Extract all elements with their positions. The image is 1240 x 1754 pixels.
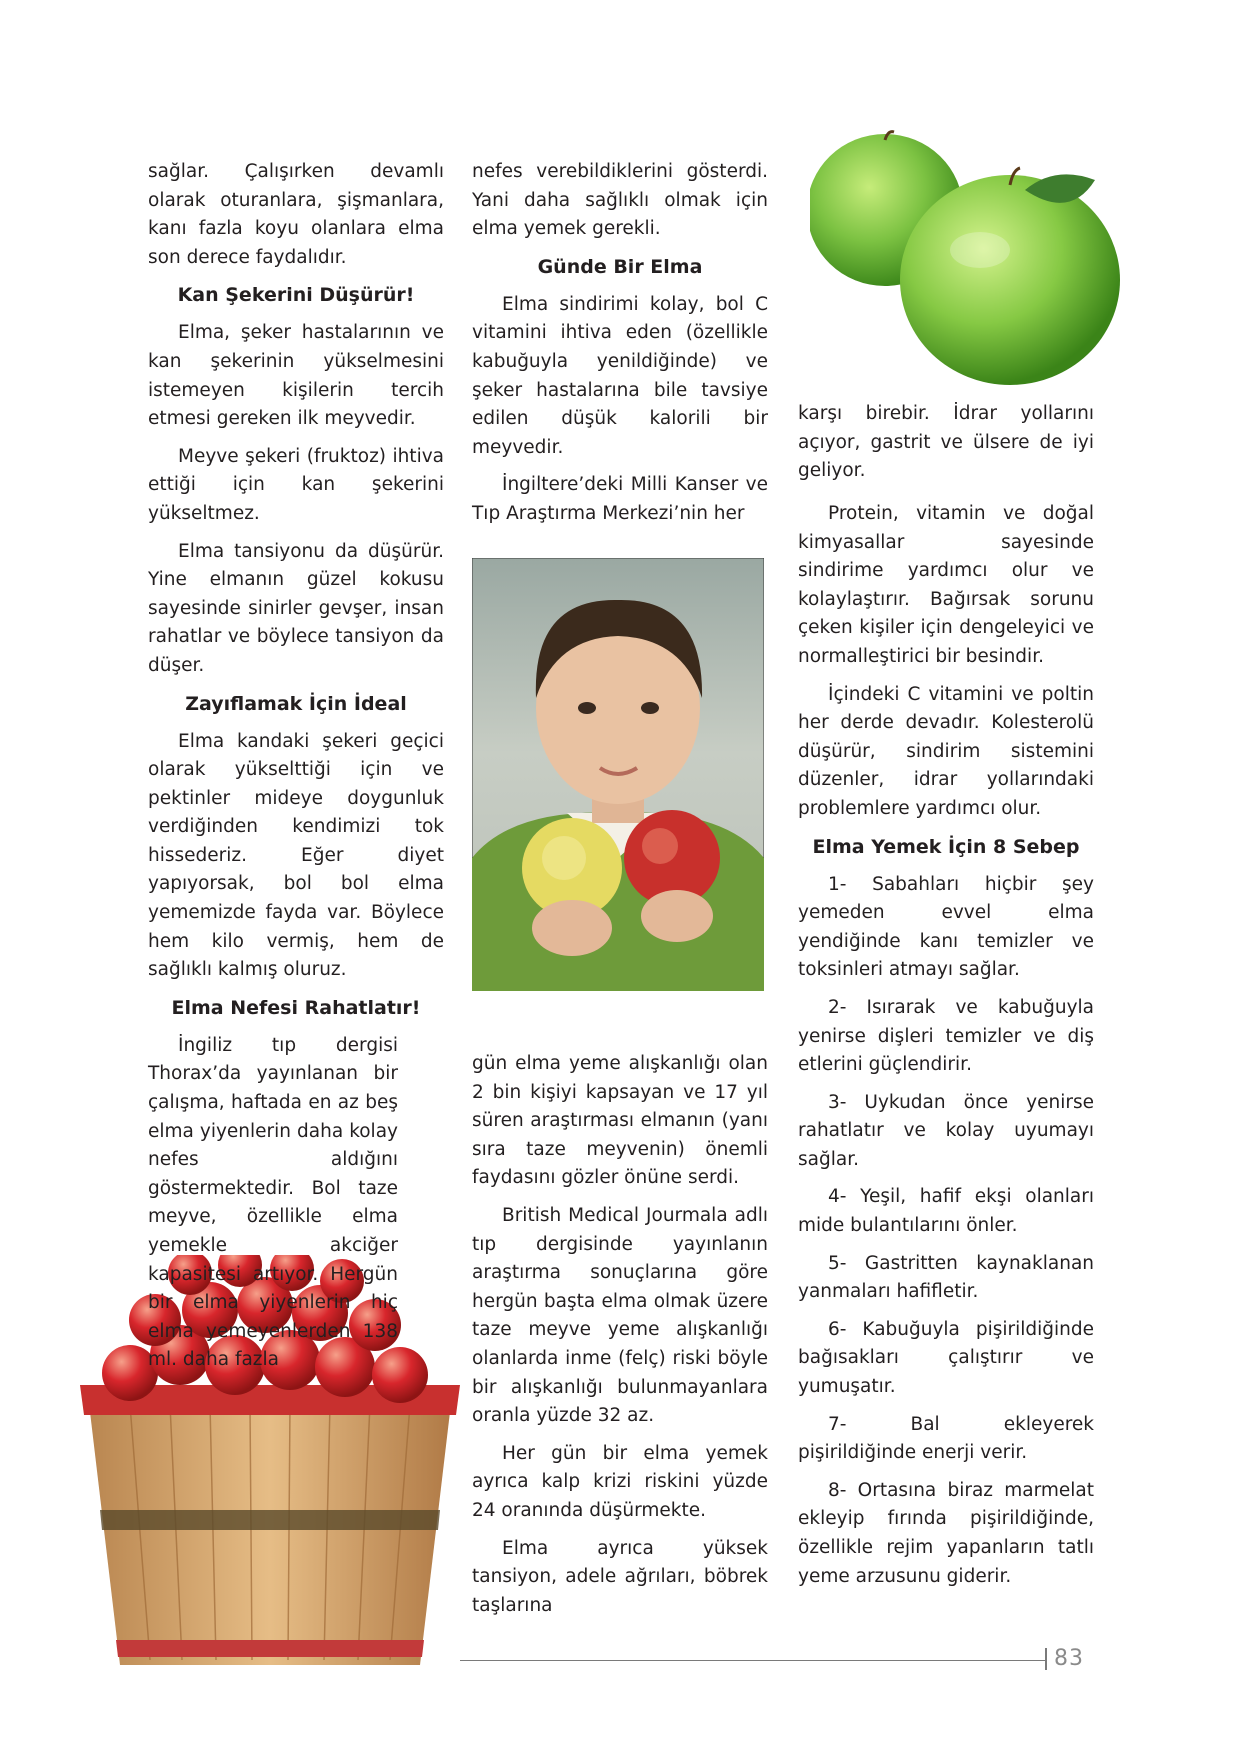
column-3-bottom <box>798 500 1094 1600</box>
column-3-top <box>798 400 1094 495</box>
list-item: 2- Isırarak ve kabuğuyla yenirse dişleri temizler ve diş etlerini güçlendirir. <box>798 996 1094 1076</box>
footer-rule <box>460 1660 1045 1661</box>
page-number: 83 <box>1054 1646 1084 1671</box>
heading-elma-nefesi: Elma Nefesi Rahatlatır! <box>171 996 421 1019</box>
list-item: 6- Kabuğuyla pişirildiğinde bağısakları çalıştırır ve yumuşatır. <box>798 1318 1094 1398</box>
paragraph: British Medical Jourmala adlı tıp dergisinde yayınlanın araştırma sonuçlarına göre hergün başta elma olmak üzere taze meyve yeme alışkanlığı olanlarda inme (felç) riski böyle bir alışkanlığı bulunmayanlara oranla yüzde 32 az. <box>472 1204 768 1427</box>
green-apples-image <box>810 130 1170 390</box>
paragraph: Meyve şekeri (fruktoz) ihtiva ettiği için kan şekerini yükseltmez. <box>148 445 444 524</box>
list-item: 4- Yeşil, hafif ekşi olanları mide bulantılarını önler. <box>798 1186 1094 1237</box>
paragraph: Elma tansiyonu da düşürür. Yine elmanın güzel kokusu sayesinde sinirler gevşer, insan rahatlar ve böylece tansiyon da düşer. <box>148 540 444 676</box>
footer-divider <box>1045 1648 1047 1670</box>
list-item: 3- Uykudan önce yenirse rahatlatır ve kolay uyumayı sağlar. <box>798 1091 1094 1170</box>
paragraph: nefes verebildiklerini gösterdi. Yani daha sağlıklı olmak için elma yemek gerekli. <box>472 161 768 240</box>
paragraph: Elma kandaki şekeri geçici olarak yükselttiği için ve pektinler mideye doygunluk verdiğinden kendimizi tok hissederiz. Eğer diyet yapıyorsak, bol bol elma yememizde fayda var. Böylece hem kilo vermiş, hem de sağlıklı kalmış oluruz. <box>148 730 444 981</box>
paragraph: sağlar. Çalışırken devamlı olarak oturanlara, şişmanlara, kanı fazla koyu olanlara elma son derece faydalıdır. <box>148 161 444 268</box>
column-1 <box>148 158 444 1384</box>
heading-gunde-bir-elma: Günde Bir Elma <box>537 255 703 278</box>
heading-zayiflamak: Zayıflamak İçin İdeal <box>185 692 407 715</box>
paragraph: gün elma yeme alışkanlığı olan 2 bin kişiyi kapsayan ve 17 yıl süren araştırması elmanın (yanı sıra taze meyvenin) önemli faydasını gözler önüne serdi. <box>472 1053 768 1189</box>
paragraph: karşı birebir. İdrar yollarını açıyor, gastrit ve ülsere de iyi geliyor. <box>798 403 1094 482</box>
list-item: 8- Ortasına biraz marmelat ekleyip fırında pişirildiğinde, özellikle rejim yapanların tatlı yeme arzusunu giderir. <box>798 1479 1094 1587</box>
list-item: 5- Gastritten kaynaklanan yanmaları hafifletir. <box>798 1252 1094 1303</box>
paragraph: Elma, şeker hastalarının ve kan şekerinin yükselmesini istemeyen kişilerin tercih etmesi gereken ilk meyvedir. <box>148 322 444 430</box>
paragraph: Protein, vitamin ve doğal kimyasallar sayesinde sindirime yardımcı olur ve kolaylaştırır. Bağırsak sorunu çeken kişiler için dengeleyici ve normalleştirici bir besindir. <box>798 503 1094 667</box>
list-item: 1- Sabahları hiçbir şey yemeden evvel elma yendiğinde kanı temizler ve toksinleri atmayı sağlar. <box>798 873 1094 981</box>
boy-with-apples-photo <box>472 558 764 991</box>
list-item: 7- Bal ekleyerek pişirildiğinde enerji verir. <box>798 1413 1094 1464</box>
paragraph: Her gün bir elma yemek ayrıca kalp krizi riskini yüzde 24 oranında düşürmekte. <box>472 1442 768 1521</box>
column-2-bottom <box>472 1050 768 1629</box>
heading-kan-sekerini: Kan Şekerini Düşürür! <box>177 284 415 307</box>
paragraph: İçindeki C vitamini ve poltin her derde devadır. Kolesterolü düşürür, sindirim sistemini düzenler, idrar yollarındaki problemlere yardımcı olur. <box>798 683 1094 819</box>
paragraph: İngiltere’deki Milli Kanser ve Tıp Araştırma Merkezi’nin her <box>472 474 768 524</box>
column-2-top <box>472 158 768 538</box>
paragraph: Elma sindirimi kolay, bol C vitamini ihtiva eden (özellikle kabuğuyla yenildiğinde) ve şeker hastalarına bile tavsiye edilen düşük kalorili bir meyvedir. <box>472 293 768 458</box>
heading-8-sebep: Elma Yemek İçin 8 Sebep <box>812 835 1080 858</box>
paragraph: Elma ayrıca yüksek tansiyon, adele ağrıları, böbrek taşlarına <box>472 1537 768 1616</box>
paragraph: İngiliz tıp dergisi Thorax’da yayınlanan bir çalışma, haftada en az beş elma yiyenlerin daha kolay nefes aldığını göstermektedir. Bol taze meyve, özellikle elma yemekle akciğer kapasitesi artıyor. Hergün bir elma yiyenlerin hiç elma yemeyenlerden 138 ml. daha fazla <box>148 1034 398 1371</box>
